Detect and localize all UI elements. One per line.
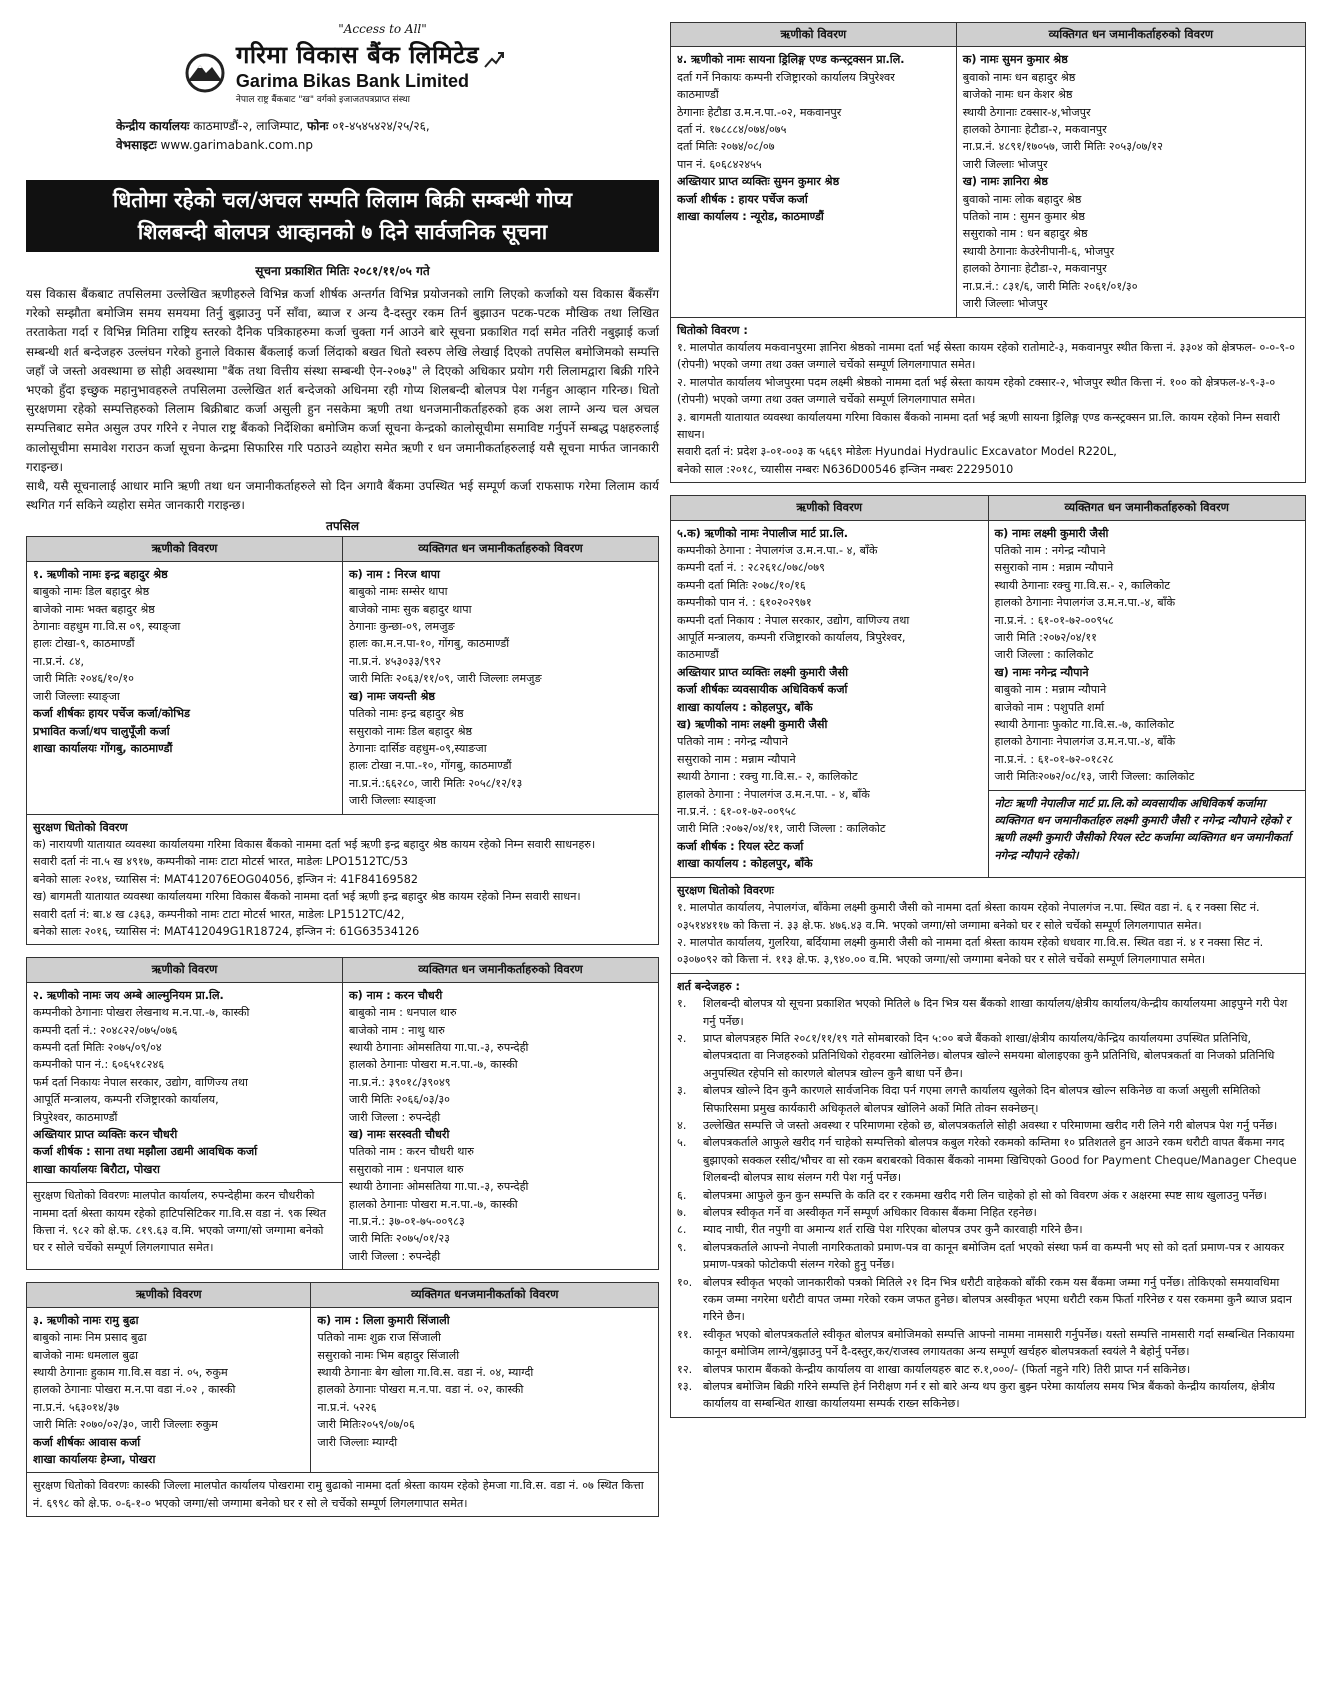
bank-license-line: नेपाल राष्ट्र बैंकबाट "ख" वर्गको इजाजतपत्रप्राप्त संस्था: [235, 95, 411, 105]
bank-logo-row: [26, 38, 659, 105]
detail-line: ५.क) ऋणीको नामः नेपालीज मार्ट प्रा.लि.: [677, 526, 849, 540]
detail-line: स्थायी ठेगानाः हुकाम गा.वि.स वडा नं. ०५, रुकुम: [33, 1365, 228, 1379]
detail-line: स्थायी ठेगानाः टक्सार-४,भोजपुर: [962, 105, 1091, 119]
guarantor-header: व्यक्तिगत धन जमानीकर्ताहरुको विवरण: [343, 537, 659, 561]
term-item: [677, 1326, 1299, 1361]
detail-line: हालः टोखा न.पा.-१०, गोंगबु, काठमाण्डौं: [349, 759, 512, 773]
detail-line: शाखा कार्यालय : कोहलपुर, बाँके: [677, 857, 813, 871]
detail-line: ठेगानाः दार्सिङ वहधुम-०९,स्याङजा: [349, 741, 487, 755]
detail-line: जारी जिल्ला : कालिकोट: [994, 648, 1094, 662]
term-text: बोलपत्र खोल्ने दिन कुनै कारणले सार्वजनिक विदा पर्न गएमा लगत्तै कार्यालय खुलेको दिन बोलपत्र खोल्न सकिनेछ वा कर्जा असुली समितिको सिफारिसमा प्रमुख कार्यकारी अधिकृतले बोलपत्र खोलिने अर्को मिति तोक्न सक्नेछन्।: [703, 1084, 1261, 1115]
office-address: काठमाण्डौं-२, लाजिम्पाट,: [193, 119, 304, 133]
term-text: बोलपत्र बमोजिम बिक्री गरिने सम्पत्ति हेर्न निरीक्षण गर्न र सो बारे अन्य थप कुरा बुझ्न परेमा कार्यालय समय भित्र बैंकको केन्द्रीय कार्यालय, क्षेत्रीय कार्यालय वा सम्बन्धित शाखा कार्यालयमा सम्पर्क राख्न सकिनेछ।: [703, 1380, 1275, 1411]
detail-line: दर्ता गर्ने निकायः कम्पनी रजिष्ट्रारको कार्यालय त्रिपुरेश्वर: [677, 70, 895, 84]
term-text: बोलपत्रकर्ताले आफ्नो नेपाली नागरिकताको प्रमाण-पत्र वा कानून बमोजिम दर्ता भएको संस्था फर्म वा कम्पनी भए सो को दर्ता प्रमाण-पत्र र आयकर प्रमाण-पत्रको फोटोकपी संलग्न गरेको हुनु पर्नेछ।: [703, 1240, 1285, 1272]
terms-title: शर्त बन्देजहरु :: [677, 979, 740, 993]
term-number: २.: [677, 1031, 687, 1045]
detail-line: ससुराको नामः डिल बहादुर श्रेष्ठ: [349, 724, 473, 738]
debtor-header: ऋणीको विवरण: [27, 537, 343, 561]
detail-line: अख्तियार प्राप्त व्यक्तिः लक्ष्मी कुमारी जैसी: [677, 665, 849, 679]
guarantor-details: [988, 520, 1306, 877]
term-number: १.: [677, 997, 687, 1011]
detail-line: ख) नामः जयन्ती श्रेष्ठ: [349, 689, 436, 703]
detail-line: बाजेको नामः धन केशर श्रेष्ठ: [962, 88, 1073, 102]
detail-line: ससुराको नामः भिम बहादुर सिंजाली: [317, 1348, 460, 1362]
intro-paragraph-1: यस विकास बैंकबाट तपसिलमा उल्लेखित ऋणीहरुले विभिन्न कर्जा शीर्षक अन्तर्गत विभिन्न प्रयोजनको लागि लिएको कर्जाको यस विकास बैंकसँग गरेको सम्झौता बमोजिम समय समयमा तिर्नु बुझाउनु पर्ने साँवा, ब्याज र अन्य दै-दस्तुर रकम तिर्न बुझाउन पटक-पटक मौखिक तथा लिखित तरताकेता गर्दा र विभिन्न मितिमा राष्ट्रिय स्तरको दैनिक पत्रिकाहरुमा कर्जा चुक्ता गर्न आउने बारे सूचना प्रकाशित गर्दा समेत नतिरी नबुझाई कर्जा सम्बन्धी शर्त बन्देजहरु उल्लंघन गरेको हुनाले विकास बैंकलाई कर्जा लिंदाको बखत धितो स्वरुप लेखि लेखाई दिएको तपसिल बमोजिमको सम्पत्ति जहाँ जे जस्तो अवस्थामा छ सोही अवस्थामा "बैंक तथा वित्तीय संस्था सम्बन्धी ऐन-२०७३" ले दिएको अधिकार प्रयोग गरी लिलामद्वारा बिक्री गरिने भएको हुँदा इच्छुक महानुभावहरुले तपसिलमा उल्लेखित शर्त बन्देजको अधिनमा रही गोप्य शिलबन्दी बोलपत्र पेश गर्नहुन आव्हान गरिन्छ। धितो सुरक्षणमा रहेको सम्पत्तिहरुको लिलाम बिक्रीबाट कर्जा असुली हुन नसकेमा ऋणी तथा धनजमानीकर्ताहरुको हक अश लाग्ने अन्य चल अचल सम्पत्तिबाट समेत असुल उपर गरिने र नेपाल राष्ट्र बैंकको निर्देशिका बमोजिम कर्जा सूचना केन्द्रको कालोसूचीमा समाविष्ट गर्नुपर्ने सम्बद्ध पक्षहरुलाई कालोसूचीमा समावेश गराउन कर्जा सूचना केन्द्रमा सिफारिस गरि पठाउने व्यहोरा समेत ऋणी र धन जमानीकर्ताहरुलाई यसै सूचना मार्फत जानकारी गराइन्छ।: [26, 287, 659, 474]
detail-line: ठेगानाः वहधुम गा.वि.स ०९, स्याङ्जा: [33, 620, 181, 634]
contact-info: [116, 117, 659, 155]
term-text: बोलपत्रमा आफुले कुन कुन सम्पत्ति के कति दर र रकममा खरीद गरी लिन चाहेको हो सो को विवरण अंक र अक्षरमा स्पष्ट साथ खुलाउनु पर्नेछ।: [703, 1188, 1267, 1202]
detail-line: पतिको नाम : करन चौधरी थारु: [349, 1145, 474, 1159]
guarantor-header: व्यक्तिगत धनजमानीकर्ताको विवरण: [311, 1283, 659, 1307]
term-text: उल्लेखित सम्पत्ति जे जस्तो अवस्था र परिमाणमा रहेको छ, बोलपत्रकर्ताले सोही अवस्था र परिमाणमा खरीद गरी लिने गरी बोलपत्र पेश गर्नु पर्नेछ।: [703, 1118, 1278, 1132]
detail-line: जारी मितिः२०५९/०७/०६: [317, 1418, 415, 1432]
detail-line: फर्म दर्ता निकायः नेपाल सरकार, उद्योग, वाणिज्य तथा: [33, 1075, 248, 1089]
detail-line: हालको ठेगानाः हेटौडा-२, मकवानपुर: [962, 123, 1107, 137]
office-label: केन्द्रीय कार्यालयः: [116, 119, 190, 133]
detail-line: बाबुको नाम : धनपाल थारु: [349, 1006, 457, 1020]
detail-line: पतिको नामः शुक्र राज सिंजाली: [317, 1331, 441, 1345]
publication-date: सूचना प्रकाशित मितिः २०८१/११/०५ गते: [255, 264, 430, 278]
detail-line: बाबुको नामः सम्सेर थापा: [349, 585, 448, 599]
detail-line: ना.प्र.नं.: ३७-०१-७५-००९८३: [349, 1215, 465, 1229]
term-text: बोलपत्र फाराम बैंकको केन्द्रीय कार्यालय वा शाखा कार्यालयहरु बाट रु.१,०००/- (फिर्ता नहुने गरि) तिरी प्राप्त गर्न सकिनेछ।: [703, 1362, 1191, 1376]
detail-line: जारी मितिः २०७५/०१/२३: [349, 1232, 450, 1246]
detail-line: जारी जिल्लाः म्याग्दी: [317, 1435, 398, 1449]
term-text: प्राप्त बोलपत्रहरु मिति २०८१/११/१९ गते सोमबारको दिन ५:०० बजे बैंकको शाखा/क्षेत्रीय कार्यालय/केन्द्रिय कार्यालयमा उपस्थित प्रतिनिधि, बोलपत्रदाता वा निजहरुको प्रतिनिधिको रोहवरमा खोलिनेछ। बोलपत्र खोल्ने समयमा बोलाइएका कुनै प्रतिनिधि, बोलपत्रकर्ता वा निजको प्रतिनिधि अनुपस्थित रहेपनि सो कारणले बोलपत्र खोल्न कुनै बाधा पर्ने छैन।: [703, 1031, 1275, 1080]
trend-arrow-icon: [483, 49, 505, 74]
detail-line: बुवाको नामः लोक बहादुर श्रेष्ठ: [962, 192, 1082, 206]
detail-line: जारी जिल्ला : रुपन्देही: [349, 1110, 441, 1124]
debtor-details: [671, 47, 957, 317]
detail-line: त्रिपुरेश्वर, काठमाण्डौं: [33, 1110, 118, 1124]
detail-line: २. ऋणीको नामः जय अम्बे आल्मुनियम प्रा.लि.: [33, 988, 224, 1002]
phone-label: फोनः: [307, 119, 329, 133]
detail-line: क) नाम : करन चौधरी: [349, 988, 443, 1002]
detail-line: ख) नामः सरस्वती चौधरी: [349, 1128, 450, 1142]
detail-line: शाखा कार्यालय : न्यूरोड, काठमाण्डौं: [677, 210, 824, 224]
detail-line: ससुराको नाम : मन्नाम न्यौपाने: [994, 561, 1114, 575]
detail-line: ख) नामः ज्ञानिरा श्रेष्ठ: [962, 175, 1048, 189]
website-link[interactable]: www.garimabank.com.np: [160, 138, 313, 152]
detail-line: ३. ऋणीको नामः रामु बुढा: [33, 1313, 139, 1327]
collateral-details: [671, 877, 1306, 973]
detail-line: शाखा कार्यालय : कोहलपुर, बाँके: [677, 700, 813, 714]
detail-line: शाखा कार्यालयः हेम्जा, पोखरा: [33, 1452, 156, 1466]
term-item: [677, 1221, 1299, 1238]
detail-line: हालको ठेगानाः नेपालगंज उ.म.न.पा.-४, बाँके: [994, 735, 1176, 749]
bank-header: [26, 22, 659, 252]
term-text: म्याद नाघी, रीत नपुगी वा अमान्य शर्त राखि पेश गरिएका बोलपत्र उपर कुनै कारवाही गरिने छैन।: [703, 1223, 1083, 1237]
detail-line: स्थायी ठेगानाः ओमसतिया गा.पा.-३, रुपन्देही: [349, 1180, 529, 1194]
guarantor-note: नोटः ऋणी नेपालीज मार्ट प्रा.लि.को व्यवसायीक अधिविकर्ष कर्जामा व्यक्तिगत धन जमानीकर्ताहरु लक्ष्मी कुमारी जैसी र नगेन्द्र न्यौपाने रहेको र ऋणी लक्ष्मी कुमारी जैसीको रियल स्टेट कर्जामा व्यक्तिगत धन जमानीकर्ता नगेन्द्र न्यौपाने रहेको।: [989, 790, 1306, 869]
bank-name-nepali: गरिमा विकास बैंक लिमिटेड: [235, 41, 480, 69]
detail-line: बुवाको नामः धन बहादुर श्रेष्ठ: [962, 70, 1076, 84]
debtor-details: [27, 982, 343, 1270]
detail-line: सुरक्षण धितोको विवरण: [33, 820, 128, 834]
detail-line: पतिको नाम : सुमन कुमार श्रेष्ठ: [962, 210, 1085, 224]
detail-line: ना.प्र.नं. : ६१-०१-७२-०१८२८: [994, 752, 1114, 766]
detail-line: कम्पनी दर्ता नं. : २८२६१८/०७८/०७९: [677, 561, 825, 575]
detail-line: सवारी दर्ता नं: बा.४ ख ८३६३, कम्पनीको नामः टाटा मोटर्स भारत, माडेलः LP1512TC/42,: [33, 907, 405, 921]
detail-line: बनेको साल :२०१८, च्यासीस नम्बरः N636D00546 इन्जिन नम्बरः 22295010: [677, 462, 1014, 476]
detail-line: शाखा कार्यालयः गोंगबु, काठमाण्डौं: [33, 741, 173, 755]
detail-line: हालको ठेगानाः नेपालगंज उ.म.न.पा.-४, बाँके: [994, 596, 1176, 610]
term-item: [677, 1204, 1299, 1221]
detail-line: कर्जा शीर्षक : रियल स्टेट कर्जा: [677, 839, 804, 853]
detail-line: स्थायी ठेगानाः केउरेनीपानी-६, भोजपुर: [962, 244, 1115, 258]
term-text: बोलपत्र स्वीकृत भएको जानकारीको पत्रको मितिले २१ दिन भित्र धरौटी वाहेकको बाँकी रकम यस बैंकमा जम्मा गर्नु पर्नेछ। तोकिएको समयावधिमा रकम जम्मा नगरेमा धरौटी वापत जम्मा गरेको रकम जफत हुनेछ। बोलपत्र अस्वीकृत भएमा धरौटी रकम फिर्ता गरिनेछ र यस रकममा कुनै ब्याज प्रदान गरिने छैन।: [703, 1275, 1292, 1324]
tagline: "Access to All": [338, 22, 427, 36]
guarantor-details: [343, 561, 659, 814]
detail-line: १. ऋणीको नामः इन्द्र बहादुर श्रेष्ठ: [33, 567, 168, 581]
detail-line: २. मालपोत कार्यालय, गुलरिया, बर्दियामा लक्ष्मी कुमारी जैसी को नाममा दर्ता श्रेस्ता कायम रहेको धधवार गा.वि.स. स्थित वडा नं. ४ र नक्सा सिट नं. ०३०७०९२ को कित्ता नं. ११३ क्षे.फ. ३,९४०.०० व.मि. भएको जग्गा/सो जग्गामा बनेको घर र सोले चर्चेको सम्पूर्ण लिगलगापात समेत।: [677, 935, 1264, 967]
debtor-table-1: [26, 536, 659, 945]
guarantor-header: व्यक्तिगत धन जमानीकर्ताहरुको विवरण: [956, 23, 1305, 47]
detail-line: हालको ठेगानाः हेटौडा-२, मकवानपुर: [962, 262, 1107, 276]
schedule-heading: तपसिल: [325, 519, 359, 534]
detail-line: हालको ठेगाना : नेपालगंज उ.म.न.पा. - ४, बाँके: [677, 787, 870, 801]
detail-line: ना.प्र.नं. ५२२६: [317, 1400, 377, 1414]
detail-line: अख्तियार प्राप्त व्यक्तिः सुमन कुमार श्रेष्ठ: [677, 175, 840, 189]
term-item: [677, 1030, 1299, 1082]
detail-line: कर्जा शीर्षक : साना तथा मझौला उद्यमी आवधिक कर्जा: [33, 1145, 258, 1159]
term-number: ३.: [677, 1084, 687, 1098]
detail-line: क) नाम : निरज थापा: [349, 567, 440, 581]
detail-line: ना.प्र.नं. ८४,: [33, 654, 85, 668]
detail-line: सवारी दर्ता नं: प्रदेश ३-०१-००३ क ५६६९ मोडेलः Hyundai Hydraulic Excavator Model R220L,: [677, 445, 1117, 459]
terms-section: [670, 974, 1306, 1418]
detail-line: स्थायी ठेगानाः रक्चु गा.वि.स.- २, कालिकोट: [994, 578, 1171, 592]
detail-line: स्थायी ठेगाना : रक्चु गा.वि.स.- २, कालिकोट: [677, 770, 858, 784]
detail-line: काठमाण्डौं: [677, 648, 719, 662]
detail-line: जारी जिल्लाः भोजपुर: [962, 297, 1048, 311]
term-text: बोलपत्रकर्ताले आफुले खरीद गर्न चाहेको सम्पत्तिको बोलपत्र कबुल गरेको रकमको कम्तिमा १० प्रतिशतले हुन आउने रकम धरौटी वापत बैंकमा नगद बुझाएको सक्कल रसीद/भौचर वा सो रकम बराबरको विकास बैंकको नाममा खिचिएको Good for Payment Cheque/Manager Cheque शिलबन्दी बोलपत्र साथ संलग्न गरी पेश गर्नु पर्नेछ।: [703, 1136, 1297, 1185]
notice-title-line-2: शिलबन्दी बोलपत्र आव्हानको ७ दिने सार्वजनिक सूचना: [137, 220, 548, 244]
detail-line: कम्पनीको ठेगानाः पोखरा लेखनाथ म.न.पा.-७, कास्की: [33, 1006, 250, 1020]
detail-line: कर्जा शीर्षक : हायर पर्चेज कर्जा: [677, 192, 808, 206]
detail-line: ख) ऋणीको नामः लक्ष्मी कुमारी जैसी: [677, 718, 828, 732]
term-item: [677, 1082, 1299, 1117]
debtor-header: ऋणीको विवरण: [671, 23, 957, 47]
detail-line: जारी मितिः २०४६/१०/१०: [33, 672, 134, 686]
term-item: [677, 1187, 1299, 1204]
detail-line: आपूर्ति मन्त्रालय, कम्पनी रजिष्ट्रारको कार्यालय, त्रिपुरेश्वर,: [677, 631, 906, 644]
debtor-header: ऋणीको विवरण: [27, 958, 343, 982]
debtor-details: [27, 561, 343, 814]
detail-line: आपूर्ति मन्त्रालय, कम्पनी रजिष्ट्रारको कार्यालय,: [33, 1093, 219, 1107]
guarantor-details: [343, 982, 659, 1270]
detail-line: जारी मितिः२०७२/०८/१३, जारी जिल्ला: कालिकोट: [994, 770, 1195, 784]
term-text: शिलबन्दी बोलपत्र यो सूचना प्रकाशित भएको मितिले ७ दिन भित्र यस बैंकको शाखा कार्यालय/क्षेत्रीय कार्यालय/केन्द्रीय कार्यालयमा आइपुग्ने गरी पेश गर्नु पर्नेछ।: [703, 997, 1288, 1028]
detail-line: सुरक्षण धितोको विवरणः कास्की जिल्ला मालपोत कार्यालय पोखरामा रामु बुढाको नाममा दर्ता श्रेस्ता कायम रहेको हेमजा गा.वि.स. वडा नं. ०७ स्थित कित्ता नं. ६९९८ को क्षे.फ. ०-६-१-० भएको जग्गा/सो जग्गामा बनेको घर र सो ले चर्चेको सम्पूर्ण लिगलगापात समेत।: [33, 1479, 644, 1510]
detail-line: बाजेको नामः भक्त बहादुर श्रेष्ठ: [33, 602, 155, 616]
detail-line: ना.प्र.नं. ४८९१/१७०५७, जारी मितिः २०५३/०७/१२: [962, 140, 1163, 154]
detail-line: जारी मितिः २०६६/०३/३०: [349, 1093, 450, 1107]
detail-line: ना.प्र.नं.: ८३१/६, जारी मितिः २०६१/०१/३०: [962, 279, 1138, 293]
term-item: [677, 1239, 1299, 1274]
detail-line: कम्पनी दर्ता निकाय : नेपाल सरकार, उद्योग, वाणिज्य तथा: [677, 613, 910, 627]
guarantor-details: [311, 1307, 659, 1473]
detail-line: पतिको नाम : नगेन्द्र न्यौपाने: [994, 543, 1106, 557]
term-number: १०.: [677, 1275, 693, 1289]
term-item: [677, 1117, 1299, 1134]
detail-line: कर्जा शीर्षकः आवास कर्जा: [33, 1435, 141, 1449]
detail-line: ना.प्र.नं. : ६१-०१-७२-००९५८: [677, 805, 797, 819]
detail-line: २. मालपोत कार्यालय भोजपुरमा पदम लक्ष्मी श्रेष्ठको नाममा दर्ता भई स्रेस्ता कायम रहेको टक्सार-२, भोजपुर स्थीत कित्ता नं. १०० को क्षेत्रफल-४-९-३-० (रोपनी) भएको जग्गा तथा उक्त जग्गाले चर्चेको सम्पूर्ण लिगलगापात समेत।: [677, 375, 1276, 407]
detail-line: जारी जिल्लाः स्याङ्जा: [33, 689, 120, 703]
term-item: [677, 1134, 1299, 1186]
detail-line: ससुराको नाम : मन्नाम न्यौपाने: [677, 752, 796, 766]
detail-line: धितोको विवरण :: [677, 323, 748, 337]
terms-list: [677, 995, 1299, 1413]
detail-line: बनेको सालः २०१४, च्यासिस नं: MAT412076EOG04056, इन्जिन नं: 41F84169582: [33, 872, 418, 886]
notice-title-line-1: धितोमा रहेको चल/अचल सम्पति लिलाम बिक्री सम्बन्धी गोप्य: [112, 188, 573, 212]
debtor-details: [671, 520, 989, 877]
detail-line: पान नं. ६०६८४२४५५: [677, 157, 762, 171]
detail-line: जारी मितिः २०६३/११/०९, जारी जिल्लाः लमजुङ: [349, 672, 542, 686]
detail-line: कम्पनी दर्ता मितिः २०७५/०९/०४: [33, 1041, 162, 1054]
term-number: ६.: [677, 1188, 687, 1202]
detail-line: स्थायी ठेगानाः बेग खोला गा.वि.स. वडा नं. ०४, म्याग्दी: [317, 1365, 534, 1379]
detail-line: ठेगानाः हेटौडा उ.म.न.पा.-०२, मकवानपुर: [677, 105, 842, 119]
term-number: ७.: [677, 1206, 687, 1219]
detail-line: क) नामः सुमन कुमार श्रेष्ठ: [962, 53, 1068, 67]
detail-line: हालः का.म.न.पा-१०, गोंगबु, काठमाण्डौं: [349, 637, 510, 651]
term-text: स्वीकृत भएको बोलपत्रकर्ताले स्वीकृत बोलपत्र बमोजिमको सम्पत्ति आफ्नो नाममा नामसारी गर्नुपर्नेछ। यस्तो सम्पत्ति नामसारी गर्दा सम्बन्धित निकायमा कानून बमोजिम लाग्ने/बुझाउनु पर्ने दै-दस्तुर,कर/राजस्व लगायतका अन्य सम्पूर्ण खर्चहरु बोलपत्रकर्ता स्वयंले नै बेहोर्नु पर्नेछ।: [703, 1327, 1295, 1359]
website-label: वेभसाइटः: [116, 138, 157, 152]
detail-line: सवारी दर्ता नंः ना.५ ख ४९१७, कम्पनीको नामः टाटा मोटर्स भारत, माडेलः LPO1512TC/53: [33, 855, 408, 869]
detail-line: बाबुको नामः डिल बहादुर श्रेष्ठ: [33, 585, 150, 599]
detail-line: ख) नामः नगेन्द्र न्यौपाने: [994, 665, 1089, 679]
term-text: बोलपत्र स्वीकृत गर्ने वा अस्वीकृत गर्ने सम्पूर्ण अधिकार विकास बैंकमा निहित रहनेछ।: [703, 1206, 1037, 1219]
detail-line: जारी जिल्ला : रुपन्देही: [349, 1249, 441, 1263]
detail-line: पतिको नाम : नगेन्द्र न्यौपाने: [677, 735, 788, 749]
mountain-logo-icon: [180, 51, 230, 93]
detail-line: बाजेको नाम : नाथु थारु: [349, 1023, 445, 1037]
debtor-header: ऋणीको विवरण: [27, 1283, 311, 1307]
detail-line: बाजेको नाम : पशुपति शर्मा: [994, 700, 1105, 714]
detail-line: बाजेको नामः सुक बहादुर थापा: [349, 602, 472, 616]
term-number: ४.: [677, 1118, 687, 1132]
detail-line: कम्पनी दर्ता मितिः २०७८/१०/१६: [677, 578, 806, 592]
detail-line: बाजेको नामः धमलाल बुढा: [33, 1348, 139, 1362]
detail-line: ३. बागमती यातायात व्यवस्था कार्यालयमा गरिमा विकास बैंकको नाममा दर्ता भई ऋणी सायना ड्रिलिङ्ग एण्ड कन्स्ट्रक्सन प्रा.लि. कायम रहेको निम्न सवारी साधन।: [677, 410, 1280, 441]
detail-line: ४. ऋणीको नामः सायना ड्रिलिङ्ग एण्ड कन्स्ट्रक्सन प्रा.लि.: [677, 53, 905, 67]
term-number: १३.: [677, 1380, 693, 1394]
detail-line: कम्पनीको ठेगाना : नेपालगंज उ.म.न.पा.- ४, बाँके: [677, 543, 878, 557]
detail-line: प्रभावित कर्जा/थप चालुपूँजी कर्जा: [33, 724, 170, 738]
detail-line: ससुराको नाम : धन बहादुर श्रेष्ठ: [962, 227, 1088, 241]
debtor-table-5: [670, 495, 1306, 974]
guarantor-header: व्यक्तिगत धन जमानीकर्ताहरुको विवरण: [988, 496, 1306, 520]
detail-line: जारी मितिः २०७०/०२/३०, जारी जिल्लाः रुकुम: [33, 1418, 218, 1432]
intro-paragraph-2: साथै, यसै सूचनालाई आधार मानि ऋणी तथा धन जमानीकर्ताहरुले सो दिन अगावै बैंकमा उपस्थित भई सम्पूर्ण कर्जा राफसाफ गरेमा लिलाम कार्य स्थगित गर्न सकिने व्यहोरा समेत जानकारी गराइन्छ।: [26, 479, 659, 513]
debtor-table-2: [26, 957, 659, 1270]
term-item: [677, 1274, 1299, 1326]
detail-line: ख) बागमती यातायात व्यवस्था कार्यालयमा गरिमा विकास बैंकको नाममा दर्ता भई ऋणी इन्द्र बहादुर श्रेष्ठ कायम रहेको निम्न सवारी साधन।: [33, 890, 581, 904]
detail-line: दर्ता मितिः २०७४/०८/०७: [677, 140, 775, 154]
detail-line: हालको ठेगानाः पोखरा म.न.पा वडा नं.०२ , कास्की: [33, 1383, 236, 1397]
detail-line: दर्ता नं. १७८८८४/०७४/०७५: [677, 123, 787, 137]
detail-line: क) नाम : लिला कुमारी सिंजाली: [317, 1313, 450, 1327]
left-column: [26, 22, 659, 1517]
collateral-details: [671, 317, 1306, 483]
collateral-details: [27, 1473, 659, 1517]
detail-line: कम्पनीको पान नं.: ६०६५१८२४६: [33, 1058, 165, 1072]
detail-line: बाबुको नामः निम प्रसाद बुढा: [33, 1331, 147, 1345]
term-number: ५.: [677, 1136, 687, 1150]
detail-line: सुरक्षण धितोको विवरणः मालपोत कार्यालय, रुपन्देहीमा करन चौधरीको नाममा दर्ता श्रेस्ता कायम रहेको हाटिपसिटिकर गा.वि.स वडा नं. ९क स्थित कित्ता नं. ९८२ को क्षे.फ. ८१९.६३ व.मि. भएको जग्गा/सो जग्गामा बनेको घर र सोले चर्चेको सम्पूर्ण लिगलगापात समेत।: [33, 1189, 327, 1255]
right-column: [670, 22, 1306, 1418]
detail-line: बाबुको नाम : मन्नाम न्यौपाने: [994, 683, 1107, 697]
detail-line: कर्जा शीर्षकः व्यवसायीक अधिविकर्ष कर्जा: [677, 683, 848, 697]
detail-line: कम्पनी दर्ता नं.: २०४८२२/०७५/०७६: [33, 1023, 178, 1037]
guarantor-details: [956, 47, 1305, 317]
detail-line: जारी मिति :२०७२/०४/११, जारी जिल्ला : कालिकोट: [677, 822, 886, 836]
detail-line: क) नारायणी यातायात व्यवस्था कार्यालयमा गरिमा विकास बैंकको नाममा दर्ता भई ऋणी इन्द्र बहादुर श्रेष्ठ कायम रहेको निम्न सवारी साधनहरु।: [33, 837, 596, 851]
intro-text: [26, 285, 659, 515]
detail-line: स्थायी ठेगानाः फुकोट गा.वि.स.-७, कालिकोट: [994, 718, 1175, 732]
term-item: [677, 1361, 1299, 1378]
detail-line: कर्जा शीर्षकः हायर पर्चेज कर्जा/कोभिड: [33, 707, 190, 721]
guarantor-header: व्यक्तिगत धन जमानीकर्ताहरुको विवरण: [343, 958, 659, 982]
detail-line: हालः टोखा-९, काठमाण्डौं: [33, 637, 135, 651]
collateral-details: [27, 814, 659, 945]
term-item: [677, 995, 1299, 1030]
detail-line: ठेगानाः कुन्छा-०९, लमजुङ: [349, 620, 455, 634]
term-item: [677, 1378, 1299, 1413]
detail-line: १. मालपोत कार्यालय, नेपालगंज, बाँकेमा लक्ष्मी कुमारी जैसी को नाममा दर्ता श्रेस्ता कायम रहेको नेपालगंज न.पा. स्थित वडा नं. ६ र नक्सा सिट नं. ०३५१४४११७ को कित्ता नं. ३३ क्षे.फ. ४७६.४३ व.मि. भएको जग्गा/सो जग्गामा बनेको घर र सोले चर्चेको सम्पूर्ण लिगलगापात समेत।: [677, 901, 1260, 932]
detail-line: ना.प्र.नं. ५६३०१४/३७: [33, 1400, 120, 1414]
detail-line: पतिको नामः इन्द्र बहादुर श्रेष्ठ: [349, 707, 464, 721]
detail-line: ना.प्र.नं. : ६१-०१-७२-००९५८: [994, 613, 1114, 627]
detail-line: शाखा कार्यालयः बिरौटा, पोखरा: [33, 1162, 160, 1176]
detail-line: ना.प्र.नं. ४५३०३३/९९२: [349, 654, 442, 668]
detail-line: अख्तियार प्राप्त व्यक्तिः करन चौधरी: [33, 1128, 178, 1142]
debtor-table-4: [670, 22, 1306, 483]
bank-name-english: Garima Bikas Bank Limited: [235, 71, 469, 91]
debtor-details: [27, 1307, 311, 1473]
phone-number: ०१-४५४५४२४/२५/२६,: [332, 119, 430, 133]
detail-line: जारी जिल्लाः स्याङ्जा: [349, 794, 436, 808]
detail-line: ससुराको नाम : धनपाल थारु: [349, 1162, 464, 1176]
term-number: ११.: [677, 1327, 693, 1341]
debtor-header: ऋणीको विवरण: [671, 496, 989, 520]
detail-line: हालको ठेगानाः पोखरा म.न.पा.-७, कास्की: [349, 1197, 518, 1211]
detail-line: जारी जिल्लाः भोजपुर: [962, 157, 1048, 171]
term-number: १२.: [677, 1362, 693, 1376]
detail-line: कम्पनीको पान नं. : ६१०२०२९७१: [677, 596, 812, 610]
detail-line: हालको ठेगानाः पोखरा म.न.पा. वडा नं. ०२, कास्की: [317, 1383, 524, 1397]
detail-line: सुरक्षण धितोको विवरणः: [677, 883, 774, 897]
detail-line: ना.प्र.नं.:६६२८०, जारी मितिः २०५८/१२/१३: [349, 776, 523, 790]
detail-line: ना.प्र.नं.: ३९०१८/३९०४९: [349, 1075, 451, 1089]
detail-line: बनेको सालः २०१६, च्यासिस नं: MAT412049G1R18724, इन्जिन नं: 61G63534126: [33, 924, 420, 938]
detail-line: स्थायी ठेगानाः ओमसतिया गा.पा.-३, रुपन्देही: [349, 1041, 529, 1054]
term-number: ८.: [677, 1223, 687, 1237]
detail-line: १. मालपोत कार्यालय मकवानपुरमा ज्ञानिरा श्रेष्ठको नाममा दर्ता भई स्रेस्ता कायम रहेको रातोमाटे-३, मकवानपुर स्थीत कित्ता नं. ३३०४ को क्षेत्रफल- ०-०-९-० (रोपनी) भएको जग्गा तथा उक्त जग्गाले चर्चेको सम्पूर्ण लिगलगापात समेत।: [677, 340, 1295, 372]
detail-line: क) नामः लक्ष्मी कुमारी जैसी: [994, 526, 1109, 540]
detail-line: हालको ठेगानाः पोखरा म.न.पा.-७, कास्की: [349, 1058, 518, 1072]
debtor-table-3: [26, 1282, 659, 1517]
detail-line: काठमाण्डौं: [677, 88, 719, 102]
detail-line: जारी मिति :२०७२/०४/११: [994, 631, 1097, 644]
term-number: ९.: [677, 1240, 687, 1254]
